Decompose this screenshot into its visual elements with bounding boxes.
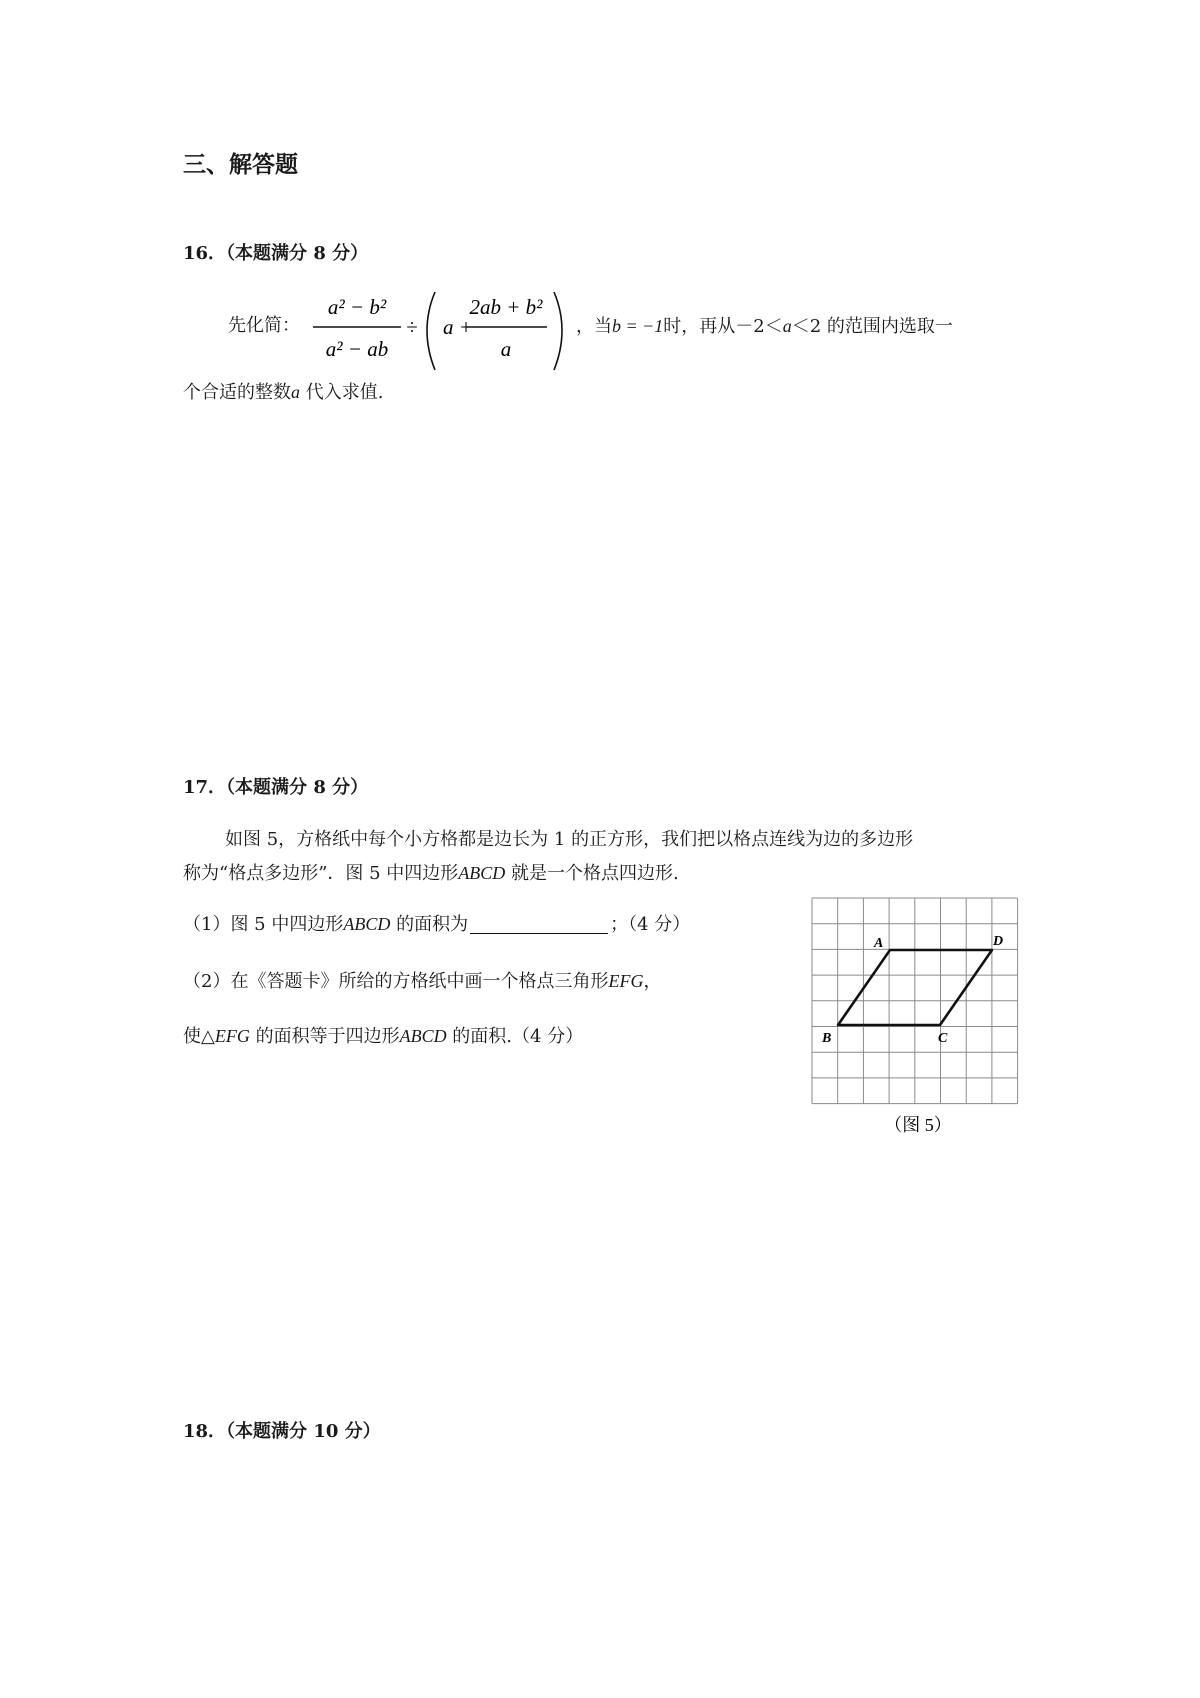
label-B: B [822,1031,832,1046]
q16-expression [305,286,575,376]
intro2-text-a: 称为“格点多边形”．图 5 中四边形 [183,863,459,884]
intro2-text-b: 就是一个格点四边形. [505,863,679,884]
cond-a: a [782,316,792,336]
intro2-abcd: ABCD [458,863,506,883]
q16-line2-text-a: 个合适的整数 [183,382,291,403]
fraction1-numerator: a² − b² [327,295,387,319]
part1-abcd: ABCD [343,914,391,934]
left-paren [427,292,435,370]
figure-caption: （图 5） [884,1115,952,1135]
fraction2-numerator: 2ab + b² [469,295,543,319]
fraction2-denominator: a [500,337,512,361]
q16-intro: 先化简： [228,315,300,336]
fraction1-denominator: a² − ab [325,337,389,361]
grid-lines [812,898,1018,1104]
cond-b: b = −1 [612,316,664,336]
q16-header: 16．（本题满分 8 分） [183,243,369,264]
part1-text-b: 的面积为 [390,914,469,935]
label-C: C [938,1031,948,1046]
section-title: 三、解答题 [183,151,298,178]
inner-a-plus: a + [443,315,473,339]
label-A: A [874,936,884,951]
q18-header: 18．（本题满分 10 分） [183,1421,381,1442]
cond-text-1: ，当 [576,316,612,337]
cond-text-2: 时，再从－2＜ [663,316,783,337]
q17-part3 [183,1022,583,1051]
cond-text-3: ＜2 的范围内选取一 [791,316,953,337]
divide-sign: ÷ [406,315,418,339]
part3-text-b: 的面积等于四边形 [249,1026,400,1047]
q17-intro-line2 [183,859,679,888]
q16-line2-var: a [291,382,300,402]
q17-part1 [183,910,690,939]
q16-line2-text-b: 代入求值. [300,382,384,403]
q16-line2 [183,378,383,407]
q17-header: 17．（本题满分 8 分） [183,777,369,798]
part2-efg: EFG [608,971,644,991]
part3-abcd: ABCD [399,1026,447,1046]
part1-text-a: （1）图 5 中四边形 [183,914,344,935]
label-D: D [993,934,1004,949]
part3-efg: EFG [214,1026,250,1046]
part3-text-c: 的面积.（4 分） [446,1026,584,1047]
part1-text-c: ；（4 分） [610,914,691,935]
part2-text-b: ， [643,971,662,992]
part2-text-a: （2）在《答题卡》所给的方格纸中画一个格点三角形 [183,971,609,992]
q17-part2 [183,967,661,996]
figure-5 [800,890,1030,1140]
q17-intro-line1: 如图 5，方格纸中每个小方格都是边长为 1 的正方形，我们把以格点连线为边的多边形 [225,829,914,850]
q16-condition [576,312,953,341]
right-paren [554,292,562,370]
part3-text-a: 使△ [183,1026,215,1047]
answer-blank[interactable] [470,913,608,934]
